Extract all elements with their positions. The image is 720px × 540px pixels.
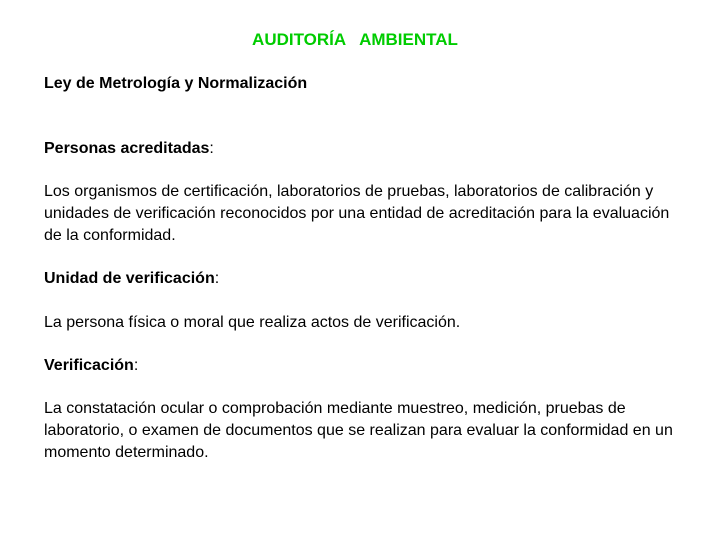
section-body-personas-acreditadas: Los organismos de certificación, laboratorios de pruebas, laboratorios de calibración y unidades de verificación reconocidos por una entidad de acreditación para la evaluación de la conformidad.	[44, 183, 670, 244]
section-body-unidad-de-verificacion: La persona física o moral que realiza actos de verificación.	[44, 314, 461, 331]
section-heading-verificacion	[44, 355, 684, 377]
section-heading-unidad-de-verificacion	[44, 268, 684, 290]
section-body-verificacion: La constatación ocular o comprobación mediante muestreo, medición, pruebas de laboratorio, o examen de documentos que se realizan para evaluar la conformidad en un momento determinado.	[44, 400, 673, 461]
section-heading-label: Verificación	[44, 357, 134, 374]
section-heading-colon: :	[133, 357, 139, 374]
section-heading-label: Personas acreditadas	[44, 140, 210, 157]
page-title: AUDITORÍA AMBIENTAL	[252, 30, 458, 49]
section-heading-label: Unidad de verificación	[44, 270, 215, 287]
section-heading-colon: :	[214, 270, 220, 287]
law-subtitle: Ley de Metrología y Normalización	[44, 75, 308, 92]
section-heading-personas-acreditadas	[44, 138, 684, 160]
section-heading-colon: :	[209, 140, 214, 157]
